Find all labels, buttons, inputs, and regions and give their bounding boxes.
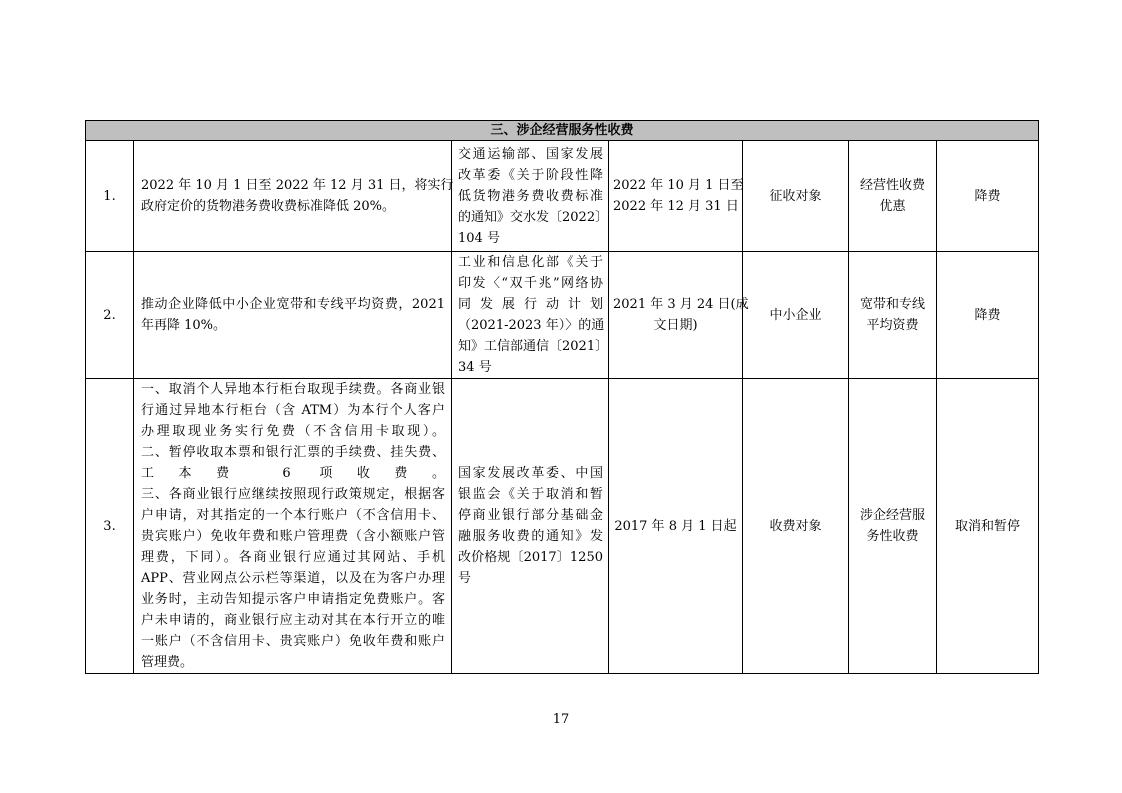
- target-group: [743, 252, 849, 379]
- target-group: [743, 379, 849, 674]
- policy-content: [134, 141, 452, 252]
- policy-basis-line: 印发〈“双千兆”网络协: [458, 276, 603, 291]
- effective-date-line: 2017 年 8 月 1 日起: [614, 518, 737, 534]
- policy-content: [134, 252, 452, 379]
- table-row: [86, 252, 1039, 379]
- measure-type-line: 降费: [974, 307, 1001, 323]
- policy-basis-line: 银监会《关于取消和暂: [458, 487, 603, 502]
- target-group-line: 征收对象: [769, 188, 822, 204]
- fee-item-line: 宽带和专线: [859, 297, 925, 312]
- effective-date-line: 2022 年 10 月 1 日至: [613, 178, 744, 193]
- effective-date: [609, 252, 749, 379]
- policy-content-line: 业务时，主动告知提示客户申请指定免费账户。客: [141, 592, 445, 607]
- fee-item-line: 平均资费: [866, 318, 919, 333]
- effective-date-line: 文日期): [653, 318, 698, 333]
- policy-basis-line: 改价格规〔2017〕1250: [458, 550, 603, 565]
- policy-content-line: 一、取消个人异地本行柜台取现手续费。各商业银: [141, 382, 445, 397]
- target-group-line: 中小企业: [769, 307, 822, 323]
- effective-date: [609, 141, 743, 252]
- fee-policy-table: [85, 120, 1039, 674]
- policy-content-line: 年再降 10%。: [141, 318, 227, 333]
- policy-basis-line: 34 号: [458, 360, 492, 375]
- fee-item-line: 涉企经营服: [859, 508, 925, 523]
- target-group: [743, 141, 849, 252]
- policy-basis-line: 改革委《关于阶段性降: [458, 167, 603, 183]
- fee-item-line: 经营性收费: [859, 178, 925, 193]
- table-row: [86, 379, 1039, 674]
- policy-basis-line: 知》工信部通信〔2021〕: [458, 339, 609, 354]
- effective-date-line: 2022 年 12 月 31 日: [613, 199, 739, 214]
- policy-content-line: 政府定价的货物港务费收费标准降低 20%。: [141, 199, 396, 214]
- policy-content-line: 推动企业降低中小企业宽带和专线平均资费，2021: [141, 297, 445, 312]
- policy-content: [134, 379, 452, 674]
- policy-content-line: 理费，下同）。各商业银行应通过其网站、手机: [141, 550, 445, 565]
- policy-basis-line: 104 号: [458, 230, 500, 246]
- page-number: 17: [552, 712, 570, 727]
- policy-content-line: 贵宾账户）免收年费和账户管理费（含小额账户管: [141, 529, 445, 544]
- policy-basis: [452, 252, 609, 379]
- policy-content-line: 三、各商业银行应继续按照现行政策规定，根据客: [141, 487, 445, 502]
- table-row: [86, 141, 1039, 252]
- effective-date-line: 2021 年 3 月 24 日(成: [613, 297, 749, 312]
- target-group-line: 收费对象: [769, 518, 822, 534]
- policy-basis-line: 国家发展改革委、中国: [458, 466, 603, 481]
- policy-basis-line: 号: [458, 571, 472, 586]
- policy-content-line: 工本费 6 项收费。: [141, 466, 445, 481]
- policy-content-line: 户申请，对其指定的一个本行账户（不含信用卡、: [141, 508, 445, 523]
- effective-date: [609, 379, 743, 674]
- section-header-row: [86, 121, 1039, 141]
- measure-type: [937, 252, 1039, 379]
- policy-content-line: 办理取现业务实行免费（不含信用卡取现）。: [141, 424, 445, 439]
- fee-item: [849, 252, 937, 379]
- policy-content-line: 管理费。: [141, 655, 194, 670]
- row-number: 3.: [86, 379, 134, 674]
- policy-content-line: APP、营业网点公示栏等渠道，以及在为客户办理: [141, 571, 445, 586]
- section-title: 三、涉企经营服务性收费: [86, 121, 1039, 141]
- measure-type-line: 降费: [974, 188, 1001, 204]
- policy-basis-line: 工业和信息化部《关于: [458, 255, 603, 270]
- row-number: 1.: [86, 141, 134, 252]
- policy-content-line: 二、暂停收取本票和银行汇票的手续费、挂失费、: [141, 445, 445, 460]
- policy-basis-line: 停商业银行部分基础金: [458, 508, 603, 523]
- measure-type: [937, 379, 1039, 674]
- fee-item-line: 务性收费: [866, 529, 919, 544]
- policy-content-line: 户未申请的，商业银行应主动对其在本行开立的唯: [141, 613, 445, 628]
- policy-basis-line: 融服务收费的通知》发: [458, 529, 603, 544]
- policy-basis: [452, 141, 609, 252]
- fee-item: [849, 379, 937, 674]
- policy-basis-line: 同 发 展 行 动 计 划: [458, 297, 603, 312]
- policy-basis: [452, 379, 609, 674]
- policy-content-line: 行通过异地本行柜台（含 ATM）为本行个人客户: [141, 403, 445, 418]
- measure-type-line: 取消和暂停: [955, 518, 1021, 534]
- measure-type: [937, 141, 1039, 252]
- fee-item-line: 优惠: [879, 199, 906, 214]
- policy-content-line: 2022 年 10 月 1 日至 2022 年 12 月 31 日，将实行: [141, 178, 454, 193]
- row-number: 2.: [86, 252, 134, 379]
- policy-basis-line: 交通运输部、国家发展: [458, 146, 603, 162]
- policy-basis-line: 低货物港务费收费标准: [458, 188, 603, 204]
- policy-content-line: 一账户（不含信用卡、贵宾账户）免收年费和账户: [141, 634, 445, 649]
- fee-item: [849, 141, 937, 252]
- policy-basis-line: （2021-2023 年）〉的通: [458, 318, 605, 333]
- policy-basis-line: 的通知》交水发〔2022〕: [458, 209, 609, 225]
